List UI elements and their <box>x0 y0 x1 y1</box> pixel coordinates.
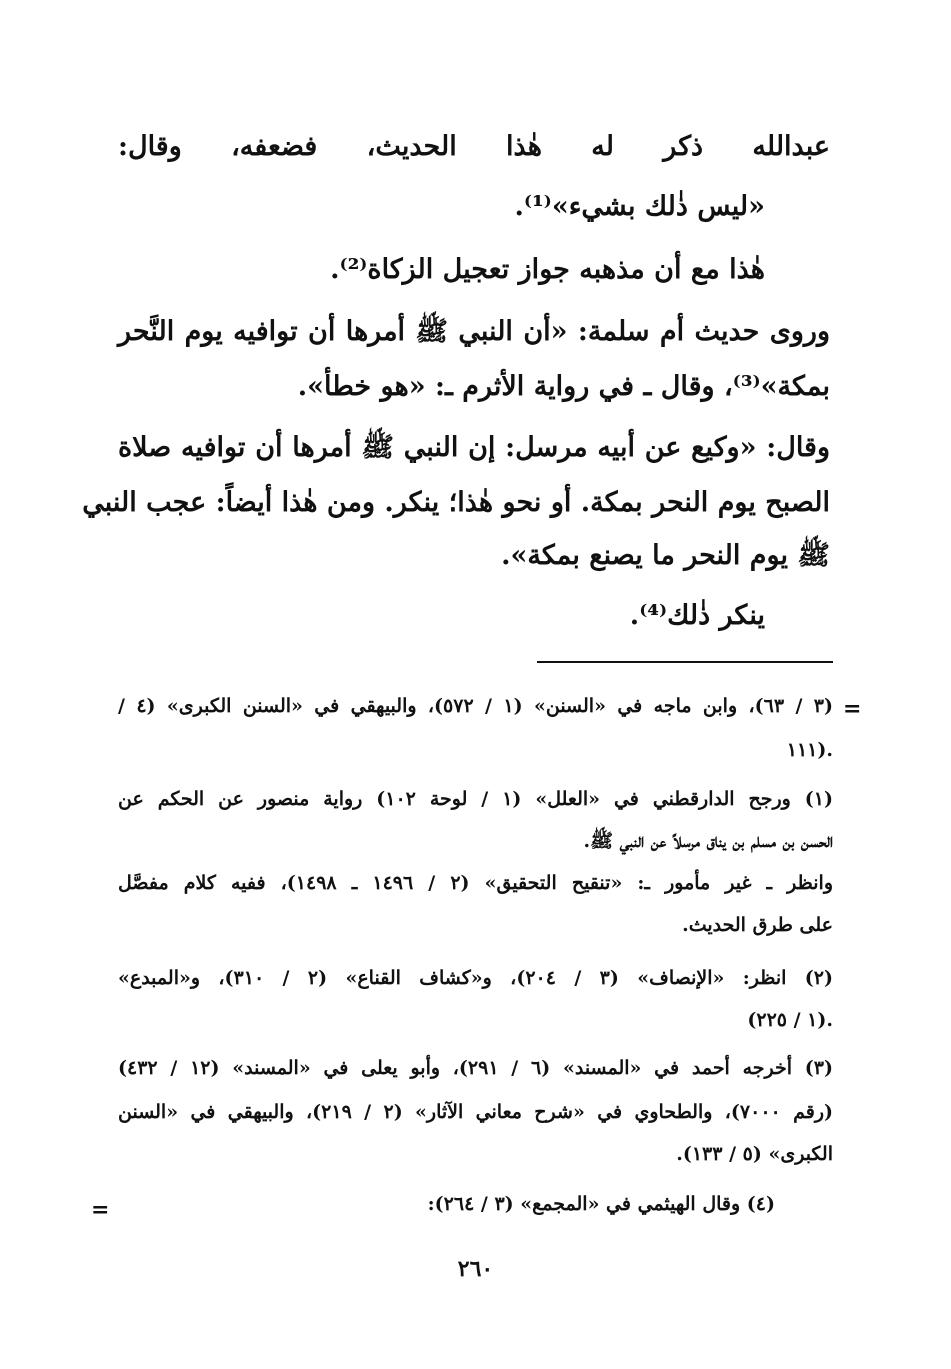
footnote-separator <box>537 661 833 663</box>
footnote-line-1: (٣ / ٦٣)، وابن ماجه في «السنن» (١ / ٥٧٢)، والبيهقي في «السنن الكبرى» (٤ / <box>118 695 833 717</box>
footnote-line-3: (١) ورجح الدارقطني في «العلل» (١ / لوحة ١٠٢) رواية منصور عن الحكم عن <box>118 788 834 810</box>
continued-from-mark: = <box>843 696 862 722</box>
footnote-line-7: (٢) انظر: «الإنصاف» (٣ / ٢٠٤)، و«كشاف القناع» (٢ / ٣١٠)، و«المبدع» <box>118 967 833 989</box>
footnote-line-8: (١ / ٢٢٥). <box>747 1009 833 1031</box>
page-number: ٢٦٠ <box>457 1256 494 1282</box>
footnote-line-5: وانظر ـ غير مأمور ـ: «تنقيح التحقيق» (٢ / ١٤٩٦ ـ ١٤٩٨)، ففيه كلام مفصَّل <box>118 872 833 894</box>
main-text-line-2: «ليس ذٰلك بشيء»⁽¹⁾. <box>514 191 765 222</box>
main-text-line-1: عبدالله ذكر له هٰذا الحديث، فضعفه، وقال: <box>118 131 830 162</box>
main-text-line-4: وروى حديث أم سلمة: «أن النبي ﷺ أمرها أن توافيه يوم النَّحر <box>118 316 830 347</box>
footnote-line-6: على طرق الحديث. <box>682 914 833 936</box>
footnote-line-10: (رقم ٧٠٠٠)، والطحاوي في «شرح معاني الآثار» (٢ / ٢١٩)، والبيهقي في «السنن <box>118 1101 833 1123</box>
main-text-line-5: بمكة»⁽³⁾، وقال ـ في رواية الأثرم ـ: «هو خطأ». <box>297 371 830 402</box>
footnote-line-2: ١١١). <box>786 739 833 761</box>
footnote-line-4: الحسن بن مسلم بن يناق مرسلاً عن النبي ﷺ. <box>583 830 833 852</box>
footnote-line-9: (٣) أخرجه أحمد في «المسند» (٦ / ٢٩١)، وأبو يعلى في «المسند» (١٢ / ٤٣٢) <box>118 1057 833 1079</box>
main-text-line-7: الصبح يوم النحر بمكة. أو نحو هٰذا؛ ينكر. ومن هٰذا أيضاً: عجب النبي <box>82 487 830 518</box>
main-text-line-3: هٰذا مع أن مذهبه جواز تعجيل الزكاة⁽²⁾. <box>330 254 765 285</box>
footnote-line-11: الكبرى» (٥ / ١٣٣). <box>676 1143 833 1165</box>
main-text-line-9: ينكر ذٰلك⁽⁴⁾. <box>629 600 765 631</box>
main-text-line-8: ﷺ يوم النحر ما يصنع بمكة». <box>501 540 830 571</box>
main-text-line-6: وقال: «وكيع عن أبيه مرسل: إن النبي ﷺ أمرها أن توافيه صلاة <box>118 432 830 463</box>
continues-mark: = <box>91 1197 110 1223</box>
footnote-line-12: (٤) وقال الهيثمي في «المجمع» (٣ / ٢٦٤): <box>427 1193 775 1215</box>
